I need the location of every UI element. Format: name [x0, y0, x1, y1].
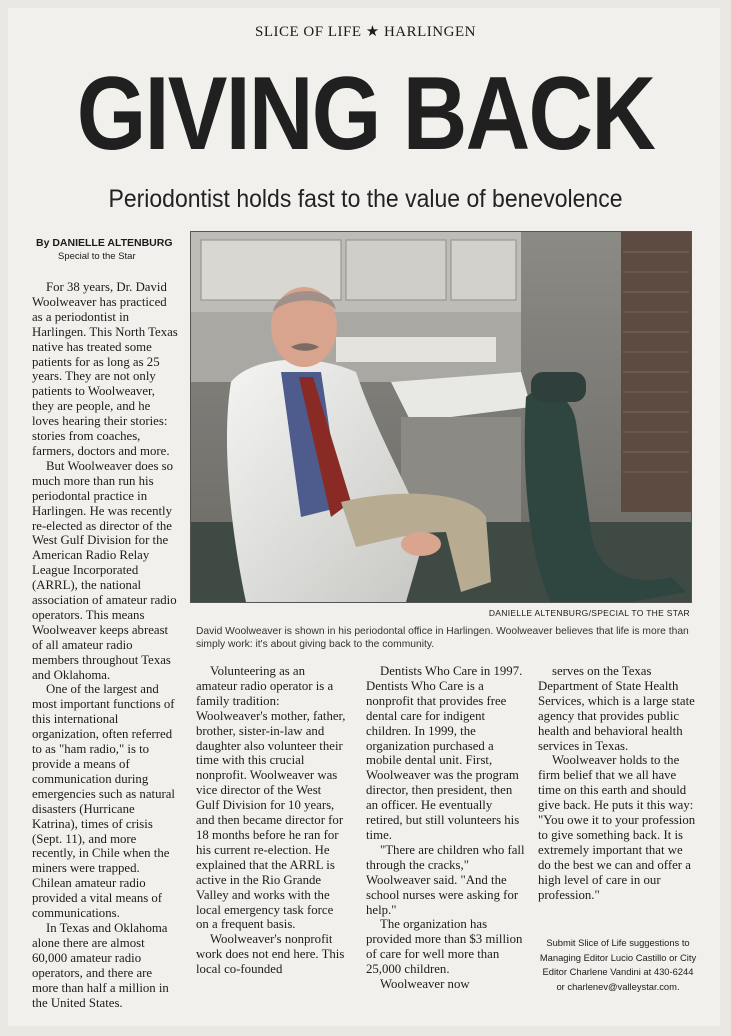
- paragraph: Dentists Who Care in 1997. Dentists Who Care is a nonprofit that provides free dental care for indigent children. In 1999, the organization purchased a mobile dental unit. First, Woolweaver was the program director, then president, then an officer. He eventually retired, but still volunteers his time.: [366, 664, 523, 842]
- paragraph: Volunteering as an amateur radio operator is a family tradition: Woolweaver's mother, father, brother, sister-in-law and daughter also volunteer their time with this crucial nonprofit. Woolweaver was vice director of the West Gulf Division for 10 years, and then became director for 18 months before he ran for his current re-election. He explained that the ARRL is active in the Rio Grande Valley and works with the local emergency task force on a frequent basis.: [196, 664, 346, 932]
- section-label: SLICE OF LIFE ★ HARLINGEN: [255, 24, 476, 40]
- paragraph: In Texas and Oklahoma alone there are almost 60,000 amateur radio operators, and there are more than half a million in the United States.: [32, 920, 169, 1010]
- dentist-office-photo: [190, 231, 692, 603]
- paragraph: Woolweaver's nonprofit work does not end here. This local co-founded: [196, 932, 345, 977]
- article-column-3: [366, 664, 526, 992]
- photo-caption: David Woolweaver is shown in his periodontal office in Harlingen. Woolweaver believes that life is more than simply work: it's about giving back to the community.: [196, 626, 689, 650]
- paragraph: For 38 years, Dr. David Woolweaver has practiced as a periodontist in Harlingen. This North Texas native has treated some patients for as long as 25 years. They are not only patients to Woolweaver, they are people, and he loves hearing their stories: stories from coaches, farmers, doctors and more.: [32, 280, 178, 458]
- subheadline: Periodontist holds fast to the value of benevolence: [108, 185, 623, 213]
- article-column-4: [538, 664, 698, 903]
- paragraph: serves on the Texas Department of State Health Services, which is a large state agency that provides public health and behavioral health services in Texas.: [538, 664, 695, 753]
- paragraph: Woolweaver holds to the firm belief that we all have time on this earth and should give back. He puts it this way: "You owe it to your profession to give something back. It is extremely important that we do the best we can and offer a high level of care in our profession.": [538, 753, 696, 902]
- paragraph: But Woolweaver does so much more than run his periodontal practice in Harlingen. He was recently re-elected as director of the West Gulf Division for the American Radio Relay League Incorporated (ARRL), the national association of amateur radio operators. This means Woolweaver keeps abreast of all amateur radio members throughout Texas and Oklahoma.: [32, 458, 177, 682]
- photo-illustration: [191, 232, 691, 602]
- paragraph: "There are children who fall through the cracks," Woolweaver said. "And the school nurses were asking for help.": [366, 842, 525, 917]
- article-column-2: [196, 664, 346, 977]
- submission-note: Submit Slice of Life suggestions to Managing Editor Lucio Castillo or City Editor Charlene Vandini at 430-6244 or charlenev@valleystar.com.: [539, 937, 697, 992]
- byline: [36, 236, 186, 264]
- paragraph: One of the largest and most important functions of this international organization, often referred to as "ham radio," is to provide a means of communication during emergencies such as natural disasters (Hurricane Katrina), times of crisis (Sept. 11), and more recently, in Chile when the miners were trapped. Chilean amateur radio provided a vital means of communications.: [32, 682, 175, 921]
- paragraph: Woolweaver now: [380, 977, 470, 992]
- photo-credit: DANIELLE ALTENBURG/SPECIAL TO THE STAR: [488, 608, 690, 618]
- headline: GIVING BACK: [76, 56, 655, 172]
- byline-role: Special to the Star: [58, 251, 136, 262]
- article-column-1: [32, 280, 180, 1010]
- byline-author: By DANIELLE ALTENBURG: [36, 237, 173, 249]
- paragraph: The organization has provided more than $3 million of care for well more than 25,000 children.: [366, 917, 523, 977]
